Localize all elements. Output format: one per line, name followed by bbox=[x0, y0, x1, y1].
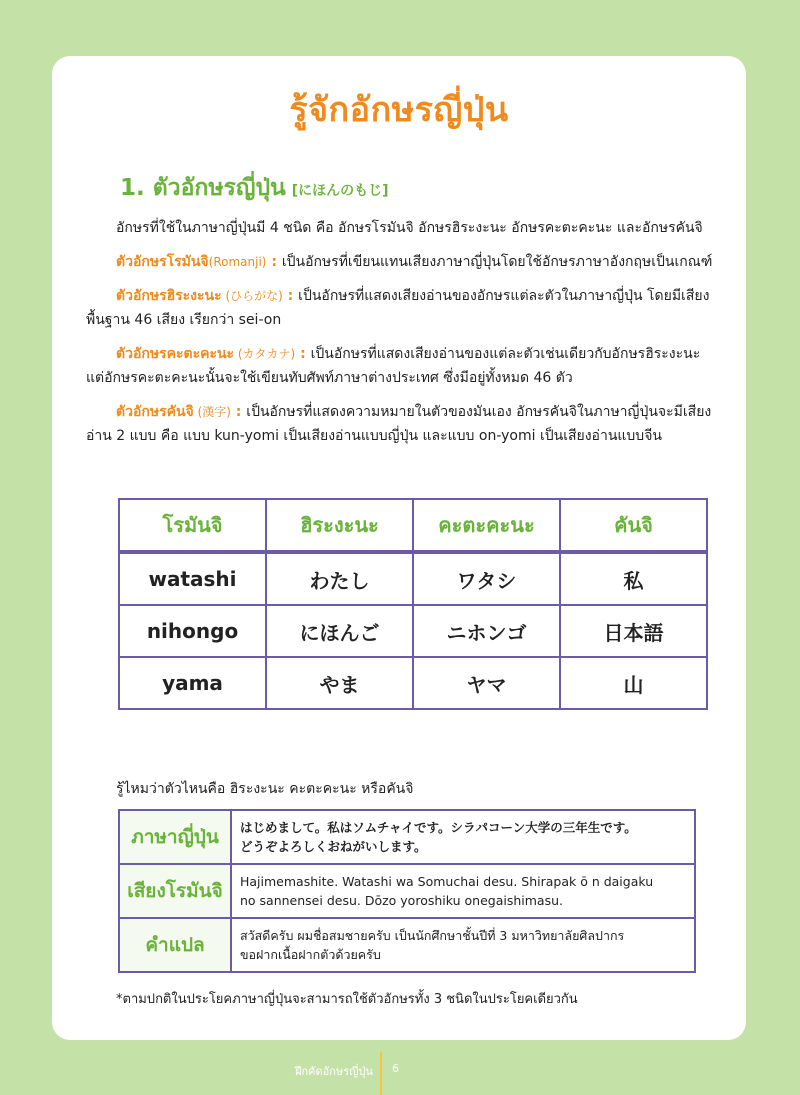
item-label: ตัวอักษรโรมันจิ bbox=[116, 254, 209, 270]
example-label: ภาษาญี่ปุ่น bbox=[119, 810, 231, 864]
item-hiragana bbox=[86, 284, 716, 332]
item-sep: : bbox=[266, 254, 282, 270]
item-sep: : bbox=[230, 404, 247, 420]
page-title: รู้จักอักษรญี่ปุ่น bbox=[289, 90, 509, 130]
item-sub: (漢字) bbox=[193, 405, 231, 419]
table-row bbox=[119, 605, 707, 657]
table-cell: やま bbox=[266, 657, 413, 709]
table-cell: ワタシ bbox=[413, 552, 560, 605]
example-row-romanji bbox=[119, 864, 695, 918]
col-header-romanji: โรมันจิ bbox=[119, 499, 266, 552]
example-label: คำแปล bbox=[119, 918, 231, 972]
footer-book-title: ฝึกคัดอักษรญี่ปุ่น bbox=[295, 1065, 373, 1078]
item-sub: (ひらがな) bbox=[221, 289, 283, 303]
example-row-translation bbox=[119, 918, 695, 972]
example-line: สวัสดีครับ ผมชื่อสมชายครับ เป็นนักศึกษาชั้นปีที่ 3 มหาวิทยาลัยศิลปากร bbox=[240, 928, 625, 943]
intro-paragraph: อักษรที่ใช้ในภาษาญี่ปุ่นมี 4 ชนิด คือ อักษรโรมันจิ อักษรฮิระงะนะ อักษรคะตะคะนะ และอักษรคันจิ bbox=[116, 220, 703, 236]
question-text: รู้ไหมว่าตัวไหนคือ ฮิระงะนะ คะตะคะนะ หรือคันจิ bbox=[116, 781, 414, 797]
example-text bbox=[231, 810, 695, 864]
item-sub: (Romanji) bbox=[208, 255, 267, 269]
item-label: ตัวอักษรคะตะคะนะ bbox=[116, 346, 235, 362]
col-header-katakana: คะตะคะนะ bbox=[413, 499, 560, 552]
section-heading-text: 1. ตัวอักษรญี่ปุ่น bbox=[120, 175, 286, 201]
character-table bbox=[118, 498, 708, 710]
item-text: เป็นอักษรที่แสดงเสียงอ่านของอักษรแต่ละตัวในภาษาญี่ปุ่น โดยมีเสียงพื้นฐาน 46 เสียง เรียกว่า sei-on bbox=[86, 288, 710, 328]
table-cell: 山 bbox=[560, 657, 707, 709]
footer-divider bbox=[380, 1052, 382, 1095]
example-line: どうぞよろしくおねがいします。 bbox=[240, 839, 427, 854]
item-romanji bbox=[86, 250, 716, 274]
example-text bbox=[231, 918, 695, 972]
item-sep: : bbox=[282, 288, 299, 304]
item-kanji bbox=[86, 400, 716, 448]
table-cell: 日本語 bbox=[560, 605, 707, 657]
example-line: ขอฝากเนื้อฝากตัวด้วยครับ bbox=[240, 947, 381, 962]
table-cell: 私 bbox=[560, 552, 707, 605]
section-heading bbox=[120, 170, 389, 206]
page-card bbox=[52, 56, 746, 1040]
item-sep: : bbox=[295, 346, 311, 362]
col-header-hiragana: ฮิระงะนะ bbox=[266, 499, 413, 552]
table-cell: yama bbox=[119, 657, 266, 709]
example-line: はじめまして。私はソムチャイです。シラパコーン大学の三年生です。 bbox=[240, 820, 637, 835]
table-cell: watashi bbox=[119, 552, 266, 605]
table-cell: nihongo bbox=[119, 605, 266, 657]
example-label: เสียงโรมันจิ bbox=[119, 864, 231, 918]
item-label: ตัวอักษรคันจิ bbox=[116, 404, 194, 420]
item-katakana bbox=[86, 342, 716, 390]
intro-body bbox=[86, 216, 716, 458]
table-header-row bbox=[119, 499, 707, 552]
table-cell: わたし bbox=[266, 552, 413, 605]
table-cell: ヤマ bbox=[413, 657, 560, 709]
section-heading-kana: [にほんのもじ] bbox=[291, 183, 389, 199]
page-number: 6 bbox=[392, 1062, 399, 1075]
item-sub: (カタカナ) bbox=[234, 347, 296, 361]
example-table bbox=[118, 809, 696, 973]
col-header-kanji: คันจิ bbox=[560, 499, 707, 552]
table-row bbox=[119, 552, 707, 605]
footnote: *ตามปกติในประโยคภาษาญี่ปุ่นจะสามารถใช้ตัวอักษรทั้ง 3 ชนิดในประโยคเดียวกัน bbox=[116, 992, 578, 1007]
item-label: ตัวอักษรฮิระงะนะ bbox=[116, 288, 222, 304]
table-cell: にほんご bbox=[266, 605, 413, 657]
example-text bbox=[231, 864, 695, 918]
example-row-japanese bbox=[119, 810, 695, 864]
item-text: เป็นอักษรที่แสดงเสียงอ่านของแต่ละตัวเช่นเดียวกับอักษรฮิระงะนะ แต่อักษรคะตะคะนะนั้นจะใช้เขียนทับศัพท์ภาษาต่างประเทศ ซึ่งมีอยู่ทั้งหมด 46 ตัว bbox=[86, 346, 701, 386]
example-line: no sannensei desu. Dōzo yoroshiku onegaishimasu. bbox=[240, 893, 563, 908]
table-cell: ニホンゴ bbox=[413, 605, 560, 657]
item-text: เป็นอักษรที่แสดงความหมายในตัวของมันเอง อักษรคันจิในภาษาญี่ปุ่นจะมีเสียงอ่าน 2 แบบ คือ แบบ kun-yomi เป็นเสียงอ่านแบบญี่ปุ่น และแบบ on-yomi เป็นเสียงอ่านแบบจีน bbox=[86, 404, 712, 444]
table-row bbox=[119, 657, 707, 709]
example-line: Hajimemashite. Watashi wa Somuchai desu. Shirapak ō n daigaku bbox=[240, 874, 654, 889]
item-text: เป็นอักษรที่เขียนแทนเสียงภาษาญี่ปุ่นโดยใช้อักษรภาษาอังกฤษเป็นเกณฑ์ bbox=[281, 254, 713, 270]
